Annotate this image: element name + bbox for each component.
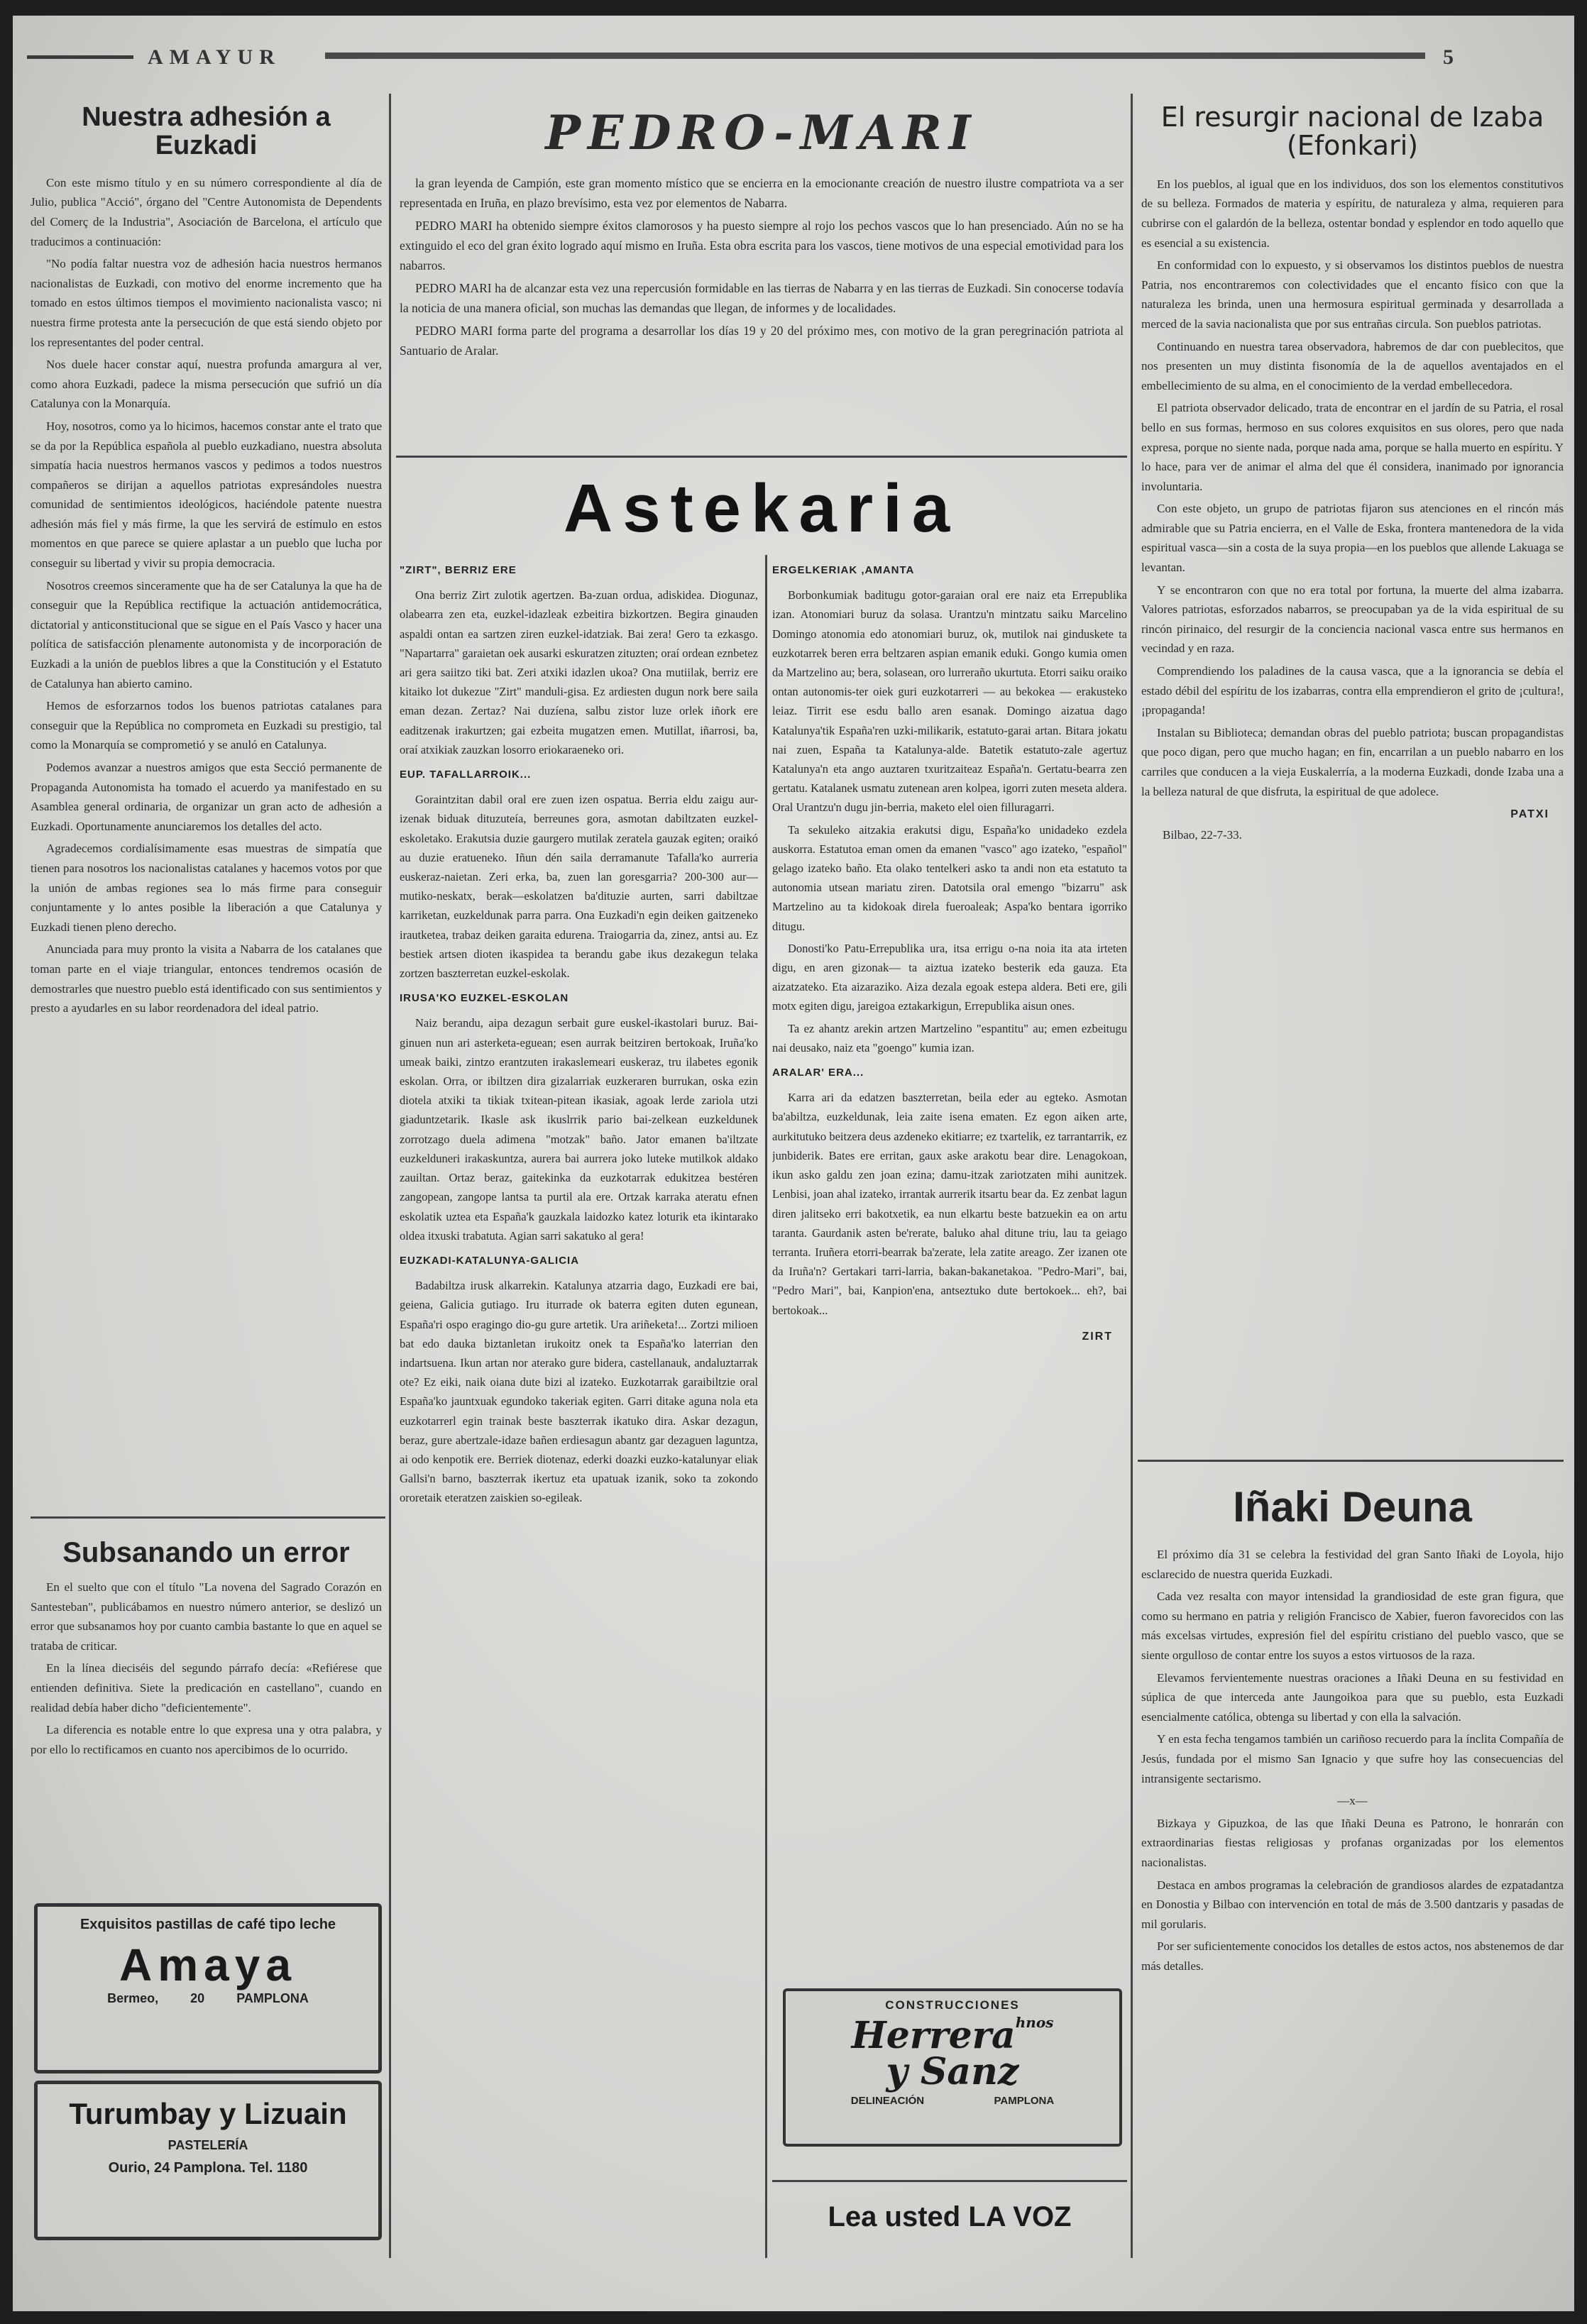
paragraph: Goraintzitan dabil oral ere zuen izen ospatua. Berria eldu zaigu aur-izenak biduak dituzuteía, berreunes gora, asmotan dabiltzaten euzkel-eskoletako. Erakutsia duzie gaurgero mutilak zeratela gauzak egiten; oraikó au duzie eratueneko. Iñun dén saila derramanute Tafalla'ko aurreria euskeraz-naietan. Zeri erka, ba, zuen lan goresgarria? 200-300 aur—mutiko-neskatx, berak—eskolatzen ba'dituzie aurten, sarri dabiltzae karriketan, euzkeldunak parra parra. Ona Euzkadi'n egin deiken gaitzeneko irautketea, trabaz deiken garaita edurena. Traiogarria da, zinez, antsi au. Ez bestiek artsen dioten ikaspidea ta berandu gabe ikus dezakegun telaka zortzen baszterretan euzkel-eskolak.	[400, 793, 758, 981]
paragraph: El próximo día 31 se celebra la festividad del gran Santo Iñaki de Loyola, hijo esclarecido de nuestra querida Euzkadi.	[1141, 1548, 1564, 1581]
section-heading: ERGELKERIAK ,AMANTA	[772, 564, 915, 576]
section-heading: "ZIRT", BERRIZ ERE	[400, 564, 517, 576]
paragraph: PEDRO MARI ha obtenido siempre éxitos clamorosos y ha puesto siempre al rojo los pechos vascos que lo han presenciado. Aún no se ha extinguido el eco del gran éxito logrado aquí mismo en Iruña. Esta obra escrita para los vascos, tiene motivos de una especial emotividad para los nabarros.	[400, 219, 1124, 272]
article-body	[1141, 1545, 1564, 1976]
column-rule-1	[389, 94, 391, 2258]
paragraph: PEDRO MARI forma parte del programa a desarrollar los días 19 y 20 del próximo mes, con motivo de la gran peregrinación patriota al Santuario de Aralar.	[400, 324, 1124, 358]
paragraph: Continuando en nuestra tarea observadora, habremos de dar con pueblecitos, que nos presenten un muy distinta fisonomía de la de aquellos aventajados en el embellecimiento de su alma, en el conocimiento de la verdad embellecedora.	[1141, 339, 1564, 392]
voz-rule	[772, 2180, 1127, 2182]
article-title: Subsanando un error	[62, 1537, 350, 1568]
paragraph: Ona berriz Zirt zulotik agertzen. Ba-zuan ordua, adiskidea. Diogunaz, olabearra zen eta, euzkel-idazleak ezbeitira bizkortzen. Begira ginauden aspaldi ontan ea sartzen ziren euzkel-idatziak. Bai zera! Gero ta ezkasgo. "Napartarra" garaietan oek ausarki eskuratzen zituzten; oraí ordean eznbetez ari gera saiitzo tiki bat. Zeri atxiki idazlen ukoa? Ona mutiilak, berriz ere kitaiko lot dukezue "Zirt" manduli-gisa. Ez ardiesten dugun nork bere saila eman dezan. Zertaz? Nai duzíena, salbu zistor luze orlek iñork ere eaditzenak irakurtzen; gai ezbeita mugatzen emen. Mutillat, iñarrosi, ba, oraí atxikiak zauzkan losorro eriokaraeneko ori.	[400, 588, 758, 756]
newspaper-page	[13, 16, 1574, 2311]
masthead-rule-left	[27, 55, 133, 59]
paragraph: Nosotros creemos sinceramente que ha de ser Catalunya la que ha de conseguir que la República rectifique la actuación antidemocrática, dictatorial y anticonstitucional que se sigue en el País Vasco y hacer una política de satisfacción plenamente autonomista y de incorporación de Euzkadi a la unión de pueblos libres a que la Constitución y el Estatuto de Catalunya han abierto camino.	[31, 578, 382, 690]
ad-line: PASTELERÍA	[168, 2138, 248, 2152]
paragraph: Borbonkumiak baditugu gotor-garaian oral ere naiz eta Errepublika izan. Atonomiari buruz da solasa. Urantzu'n mintzatu saiku Marcelino Domingo atonomia edo atonomiari buruz, ok, mutilok nai ginduskete ta euzkotarrek beren erra beltzaren aspian emanik eduki. Gongo kumia omen da Martzelino au; bera, solasean, oro lurreraño ukurtuta. Etorri saiku oraiko ontan autonomis-ter oiek guri euzkotarreri — au bekokea — erakusteko leiaz. Tirrit ese esdu ballo aren esanak. Domingo aizatua dago Katalunya'tik España'ren uzki-milikarik, estatuto-garai artan. Bitara jokatu nai zuen, España ta Katalunya-alde. Batetik estatuto-zale agertuz Katalunya'n eta ango auztaren txuritzaiteaz España'n. Gertatu-bearra zen gertatu. Katalanek usmatu zutenean aren kolpea, igorri zuten meseta aldera. Oral Urantzu'n dugu jin-berria, maketo elel oien filluragarri.	[772, 588, 1127, 815]
ad-turumbay	[34, 2081, 382, 2240]
article-title: Iñaki Deuna	[1233, 1483, 1472, 1531]
column-rule-3	[765, 555, 767, 2258]
pedro-bottom-rule	[396, 456, 1127, 458]
ad-herrera-sanz	[783, 1988, 1122, 2147]
paragraph: Con este objeto, un grupo de patriotas fijaron sus atenciones en el rincón más admirable que su Patria encierra, en el Valle de Eska, frontera mantenedora de la vida espiritual vasca—sin a costa de la suya propia—en los pueblos que allende Lakuaga se levantan.	[1141, 502, 1564, 575]
masthead	[27, 45, 1454, 69]
paragraph: Badabiltza irusk alkarrekin. Katalunya atzarria dago, Euzkadi ere bai, geiena, Galicia gutiago. Iru iturrade ok baterra egiten duten egunean, España'ri ospo eragingo dio-gu gure artetik. Ura ariñeketa!... Zortzi milioen bat edo dauka biztanletan irukoitz onek ta España'ko laterrian den indartsuena. Ikun artan nor aterako gure bidera, castellanauk, andaluztarrak ote? Ez eiki, naik oiana dute bizi al izateko. Euzkotarrak garaibiltzie oral España'ko jauntxuak egundoko takeriak egiten. Garri ditake aguna nola eta euzkotarrerl egin trainak beste baszterrak ikatuko dira. Askar dezagun, beraz, gure abertzale-idaze bañen erdiesagun abantz gar dezaguen laguntza, ai odo kenpotik ere. Berriek diotenaz, ederki doazki euzko-katalunyar eliak Gallsi'n barno, baszterrak ikertuz eta upatuak izanik, soko ta zokondo ororetaik eteratzen zaiskien so-egileak.	[400, 1279, 758, 1505]
article-subsanando	[31, 1524, 382, 1893]
paragraph: Elevamos fervientemente nuestras oraciones a Iñaki Deuna en su festividad en súplica de que interceda ante Jaungoikoa para que su pueblo, esta Euzkadi esencialmente católica, obtenga su libertad y con ella la salvación.	[1141, 1670, 1564, 1724]
col1-section-rule	[31, 1516, 385, 1519]
paragraph: Con este mismo título y en su número correspondiente al día de Julio, publica "Acció", órgano del "Centre Autonomista de Dependents del Comerç de la Industria", Asociación de Barcelona, el artículo que traducimos a continuación:	[31, 175, 382, 248]
paragraph: En la línea dieciséis del segundo párrafo decía: «Refiérese que entienden definitiva. Siete la predicación en castellano", cuando en realidad debía haber dicho "deficientemente".	[31, 1661, 382, 1714]
article-body	[772, 561, 1127, 1346]
article-adhesion	[31, 94, 382, 1513]
page-number: 5	[1443, 45, 1454, 69]
paragraph: Podemos avanzar a nuestros amigos que esta Secció permanente de Propaganda Autonomista ha tomado el acuerdo ya manifestado en su Asamblea general ordinaria, de organizar un gran acto de adhesión a Euzkadi. Oportunamente anunciaremos los detalles del acto.	[31, 761, 382, 833]
paragraph: Ta sekuleko aitzakia erakutsi digu, España'ko unidadeko ezdela auskorra. Estatutoa eman omen da emanen "vasco" ago izateko, "español" gelago izateko baño. Eta olako tentelkeri asko ta andi non eta estatuto ta autonomia utsean mariatu ziren. Datotsila oral emengo "bizarru" ask Martzelino au ta kidokoak direla fueroaleak; Aspa'ko bentara igorriko ditugu.	[772, 822, 1127, 933]
ad-brand: y Sanz	[886, 2050, 1019, 2093]
paragraph: Y en esta fecha tengamos también un cariñoso recuerdo para la ínclita Compañía de Jesús, fundada por el mismo San Ignacio y que sufre hoy las consecuencias del intransigente sectarismo.	[1141, 1732, 1564, 1785]
ad-line: PAMPLONA	[994, 2095, 1055, 2107]
paragraph: Agradecemos cordialísimamente esas muestras de simpatía que tienen para nosotros los nacionalistas catalanes y hacemos votos por que la unión de ambas regiones sea lo más firme para conseguir conjuntamente y lo antes posible la liberación a que Catalunya y Euzkadi tienen pleno derecho.	[31, 842, 382, 934]
paragraph: Instalan su Biblioteca; demandan obras del pueblo patriota; buscan propagandistas que poco digan, pero que mucho hagan; en fin, encarrilan a un pueblo nabarro en los carriles que conducen a la vieja Euskalerría, a la moderna Euzkadi, donde Izaba una a la belleza natural de que disfruta, la espiritual de que adolece.	[1141, 725, 1564, 798]
section-heading: ARALAR' ERA...	[772, 1067, 864, 1079]
paragraph: Hoy, nosotros, como ya lo hicimos, hacemos constar ante el trato que se da por la República española al pueblo euzkadiano, nuestra absoluta simpatía hacia nuestros hermanos vascos y pedimos a todos nuestros compañeros se dirijan a aquellos patriotas expresándoles nuestra comunidad de sentimientos ideológicos, haciéndole patente nuestra adhesión más fiel y más firme, la que les servirá de estímulo en estos momentos en que parece se quiere aplastar a un pueblo que lucha por conseguir su libertad y vivir su propia democracia.	[31, 419, 382, 571]
article-body	[400, 173, 1124, 360]
article-title: Nuestra adhesión a Euzkadi	[82, 102, 331, 160]
article-body	[400, 561, 758, 1508]
ad-la-voz: Lea usted LA VOZ	[828, 2201, 1072, 2232]
astekaria-right-column	[772, 555, 1127, 1960]
section-heading: IRUSA'KO EUZKEL-ESKOLAN	[400, 992, 569, 1005]
section-heading: EUZKADI-KATALUNYA-GALICIA	[400, 1254, 580, 1267]
paragraph: Bizkaya y Gipuzkoa, de las que Iñaki Deuna es Patrono, le honrarán con extraordinarias fiestas religiosas y profanas organizadas por los elementos nacionalistas.	[1141, 1816, 1564, 1869]
article-pedro-mari	[400, 94, 1124, 452]
paragraph: Cada vez resalta con mayor intensidad la grandiosidad de este gran figura, que como su hermano en patria y religión Francisco de Xabier, fueron favorecidos con las más excelsas virtudes, expresión fiel del espíritu cristiano del pueblo vasco, que se siente orgulloso de contar entre los suyos a estos virtuosos de la raza.	[1141, 1590, 1564, 1662]
paragraph: Nos duele hacer constar aquí, nuestra profunda amargura al ver, como ahora Euzkadi, padece la misma persecución que sufrió un día Catalunya con la Monarquía.	[31, 358, 382, 411]
paragraph: Comprendiendo los paladines de la causa vasca, que a la ignorancia se debía el estado débil del espíritu de los izabarras, contra ella emprendieron el grito de ¡cultura!, ¡propaganda!	[1141, 664, 1564, 717]
article-body	[31, 1577, 382, 1759]
ad-brand: Amaya	[119, 1939, 297, 1990]
ad-brand: Herrera	[851, 2014, 1016, 2057]
ad-brand-suffix: hnos	[1015, 2014, 1054, 2031]
paragraph: En el suelto que con el título "La novena del Sagrado Corazón en Santesteban", publicábamos en nuestro número anterior, se deslizó un error que subsanamos hoy por cuanto cambia bastante lo que en aquel se trataba de criticar.	[31, 1580, 382, 1653]
paragraph: Ta ez ahantz arekin artzen Martzelino "espantitu" au; emen ezbeitugu nai deusako, naiz eta "goengo" kumia izan.	[772, 1021, 1127, 1054]
dateline: Bilbao, 22-7-33.	[1163, 828, 1242, 842]
astekaria-title: Astekaria	[563, 470, 960, 546]
ad-brand: Turumbay y Lizuain	[69, 2097, 347, 2130]
masthead-rule-right	[325, 53, 1425, 59]
paragraph: En conformidad con lo expuesto, y si observamos los distintos pueblos de nuestra Patria, nos encontraremos con colectividades que el encanto físico con que la naturaleza les brinda, unen una hermosura espiritual germinada y desarrollada a merced de la savia nacionalista que por sus entrañas circula. Son pueblos patriotas.	[1141, 258, 1564, 331]
ad-line: Bermeo, 20 PAMPLONA	[107, 1991, 309, 2005]
paragraph: Naiz berandu, aipa dezagun serbait gure euskel-ikastolari buruz. Bai-ginuen nun ari asterketa-eguean; esen aurrak beitziren bertokoak, Iruña'ko umeak baiki, zintzo erantzuten irakaslemeari euskeraz, tru ilabetes egonik eskolan. Orra, or ibiltzen dira gizalarriak euzkeraren burrukan, oska ezin diotela atxiki ta tikiak txitean-pitean ikasiak, agoak lerde zariola utzi giaduntzetarik. Ikasle ask ikuslrrik pario bai-zelkean euzkeldunek zorrotzago duela adimena "motzak" baño. Jator emanen ba'iltzate euzkelduneri irakaskuntza, aurera bai aurrera joko luteke mutilkok aldako zauiltan. Ortaz beraz, gaitekinka da euzkotarrak edukitzea bestéren zangopean, zangope lantsa ta purtil ala ere. Ortzak karraka ateratu efnen eskolatik uztea eta España'k gauzkala laidozko katez loturik eta ikintarako oldea itxuski trabatuta. Agian sarri sakatuko al gera!	[400, 1016, 758, 1243]
article-body	[31, 173, 382, 1018]
article-body	[1141, 175, 1564, 801]
paragraph: Destaca en ambos programas la celebración de grandiosos alardes de ezpatadantza en Donostia y Bilbao con intervención en total de más de 3.500 dantzaris y pasadas de mil gorularis.	[1141, 1878, 1564, 1931]
paragraph: Por ser suficientemente conocidos los detalles de estos actos, nos abstenemos de dar más detalles.	[1141, 1939, 1564, 1973]
paragraph: Karra ari da edatzen baszterretan, beila eder au egteko. Asmotan ba'abiltza, euzkeldunak, leia zaite isena ematen. Ez egon aiken arte, aurkitutuko beitzera deus azdeneko ekitiarre; ez txartelik, ez tarrantarrik, ez junbiderik. Bates ere erritan, gaux aske arakotu bear dire. Lenagokoan, ikun asko galdu zen joan ezina; damu-itzak zariotzaten mihi aunitzek. Lenbisi, joan ahal izateko, irrantak aurrerik itsartu bear da. Ez zenbat lagun diren jalitseko erri bakotxetik, ea nun elkartu beste batzuekin ea on artu taranta. Gaurdanik asten be'rerate, baluko ahal ditune triu, lau ta geiago terranta. Iruñera etorri-bearrak ba'zerate, lela zatite areago. Zer izanen ote da Iruña'n? Gertakari tarri-larria, bakan-bakanetakoa. "Pedro-Mari", bai, "Pedro Mari", bai, Kanpion'ena, antseztuko dute bertokoek... eh?, bai bertokoak...	[772, 1091, 1127, 1317]
article-title: El resurgir nacional de Izaba (Efonkari)	[1160, 101, 1544, 161]
ad-line: Ourio, 24 Pamplona. Tel. 1180	[108, 2160, 308, 2176]
ad-amaya	[34, 1903, 382, 2074]
signature: PATXI	[1510, 808, 1549, 821]
column-rule-2	[1131, 94, 1133, 2258]
paragraph: El patriota observador delicado, trata de encontrar en el jardín de su Patria, el rosal bello en sus formas, hermoso en sus colores exquisitos en sus olores, pero que nada expresa, porque no siente nada, porque nada ama, porque se halla muerto en espíritu. Y lo hace, para ver de animar el alma del que él considera, inanimado por ignorancia involuntaria.	[1141, 401, 1564, 493]
astekaria-left-column	[400, 555, 758, 2258]
article-title: PEDRO-MARI	[545, 105, 978, 160]
section-heading: EUP. TAFALLARROIK...	[400, 769, 532, 781]
paragraph: Hemos de esforzarnos todos los buenos patriotas catalanes para conseguir que la República no comprometa en Euzkadi su prestigio, tal como la Monarquía se comprometió y se anuló en Catalunya.	[31, 699, 382, 752]
article-inaki-deuna	[1141, 1470, 1564, 2258]
paragraph: "No podía faltar nuestra voz de adhesión hacia nuestros hermanos nacionalistas de Euzkadi, con motivo del enorme incremento que ha tomado en estos últimos tiempos el movimiento nacionalista vasco; ni nuestra firme protesta ante la persecución de que está siendo objeto por los representantes del poder central.	[31, 257, 382, 349]
separator: —x—	[1337, 1794, 1368, 1808]
ad-line: CONSTRUCCIONES	[885, 1998, 1020, 2012]
col3-section-rule	[1138, 1460, 1564, 1462]
paragraph: la gran leyenda de Campión, este gran momento místico que se encierra en la emocionante creación de nuestro ilustre compatriota va a ser representada en Iruña, en plazo brevísimo, esta vez por elementos de Nabarra.	[400, 176, 1124, 210]
paragraph: Anunciada para muy pronto la visita a Nabarra de los catalanes que toman parte en el viaje triangular, entonces tendremos ocasión de demostrarles que nuestro pueblo está identificado con sus sentimientos y presto a ayudarles en su labor reordenadora del ideal patrio.	[31, 942, 382, 1015]
paragraph: En los pueblos, al igual que en los individuos, dos son los elementos constitutivos de su belleza. Formados de materia y espíritu, de naturaleza y alma, requieren para cubrirse con el galardón de la belleza, ostentar bondad y esplendor en todo aquello que es esencial a su existencia.	[1141, 177, 1564, 250]
paragraph: PEDRO MARI ha de alcanzar esta vez una repercusión formidable en las tierras de Nabarra y en las tierras de Euzkadi. Sin conocerse todavía la noticia de una manera oficial, son muchas las demandas que llegan, de informes y de localidades.	[400, 281, 1124, 315]
paragraph: Donosti'ko Patu-Errepublika ura, itsa errigu o-na noia ita ata irteten digu, en aren gizonak— ta aiztua izateko besterik eda gauza. Eta aizatzateko. Eta aizaraziko. Aiza dezala egoak estepa aldera. Beti ere, gili motx egiten digu, jareigoa eztakarkigun, Errepublika aisun ones.	[772, 941, 1127, 1013]
masthead-name: AMAYUR	[148, 45, 281, 69]
article-izaba	[1141, 94, 1564, 1453]
ad-line: DELINEACIÓN	[850, 2095, 925, 2107]
paragraph: Y se encontraron con que no era total por fortuna, la muerte del alma izabarra. Valores patriotas, esforzados nabarros, se preocupaban ya de la vida espiritual de su rincón pirinaico, del resurgir de la conciencia nacional vasca entre sus hermanos en vecindad y en raza.	[1141, 583, 1564, 656]
ad-line: Exquisitos pastillas de café tipo leche	[79, 1917, 336, 1932]
paragraph: La diferencia es notable entre lo que expresa una y otra palabra, y por ello lo rectificamos en cuanto nos apercibimos de lo ocurrido.	[31, 1723, 382, 1756]
signature: ZIRT	[1082, 1330, 1113, 1343]
